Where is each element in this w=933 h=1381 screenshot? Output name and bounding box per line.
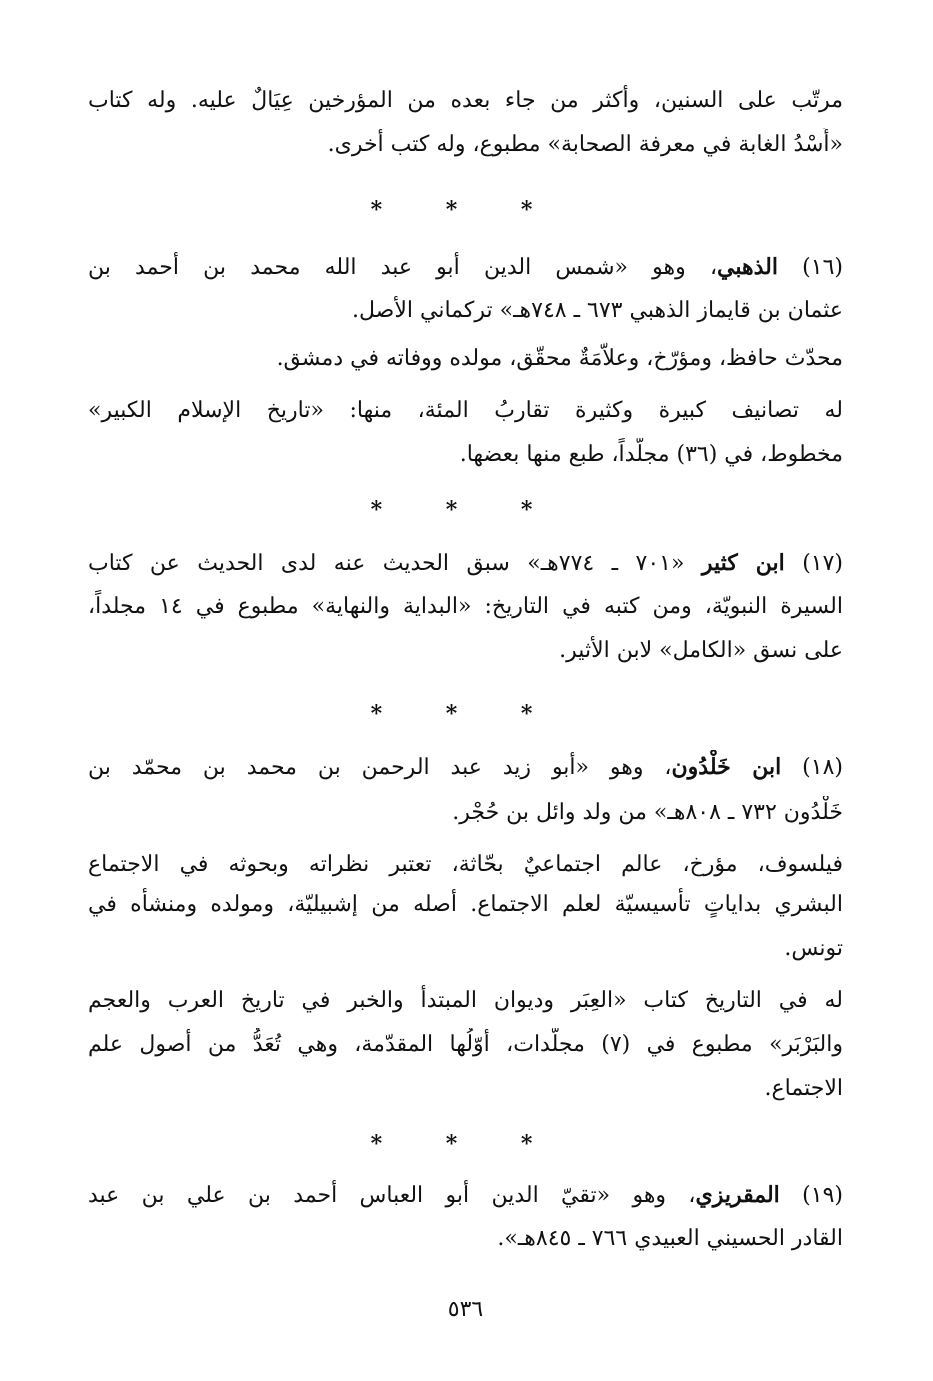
entry19-heading-line	[88, 1178, 843, 1213]
entry16-line-4: له تصانيف كبيرة وكثيرة تقاربُ المئة، منها: «تاريخ الإسلام الكبير»	[88, 398, 843, 423]
entry17-heading-rest: «٧٠١ ـ ٧٧٤هـ» سبق الحديث عنه لدى الحديث عن كتاب	[88, 551, 702, 576]
entry18-line-5: تونس.	[784, 936, 843, 961]
entry15-line-2: «أُسْدُ الغابة في معرفة الصحابة» مطبوع، وله كتب أخرى.	[327, 132, 843, 157]
entry16-heading-line	[88, 250, 843, 285]
entry18-heading-line	[88, 750, 843, 785]
entry16-line-2: عثمان بن قايماز الذهبي ٦٧٣ ـ ٧٤٨هـ» تركماني الأصل.	[352, 298, 843, 323]
entry16-line-5: مخطوط، في (٣٦) مجلّداً، طبع منها بعضها.	[459, 442, 843, 467]
entry16-heading-rest: ، وهو «شمس الدين أبو عبد الله محمد بن أحمد بن	[88, 255, 718, 280]
section-separator: * * *	[370, 497, 561, 523]
entry17-heading-line	[88, 546, 843, 581]
entry19-name: المقريزي	[695, 1182, 780, 1208]
entry18-line-7: والبَرْبَر» مطبوع في (٧) مجلّدات، أوّلُها المقدّمة، وهي تُعَدُّ من أصول علم	[88, 1032, 843, 1057]
entry18-line-3: فيلسوف، مؤرخ، عالم اجتماعيٌ بحّاثة، تعتبر نظراته وبحوثه في الاجتماع	[88, 852, 843, 877]
entry17-name: ابن كثير	[701, 550, 785, 576]
entry19-heading-rest: ، وهو «تقيّ الدين أبو العباس أحمد بن علي بن عبد	[88, 1183, 696, 1208]
book-page	[88, 70, 843, 1360]
entry18-line-8: الاجتماع.	[764, 1076, 843, 1101]
entry18-line-6: له في التاريخ كتاب «العِبَر وديوان المبتدأ والخبر في تاريخ العرب والعجم	[88, 988, 843, 1013]
entry18-line-2: خَلْدُون ٧٣٢ ـ ٨٠٨هـ» من ولد وائل بن حُجْر.	[452, 800, 843, 825]
entry19-line-2: القادر الحسيني العبيدي ٧٦٦ ـ ٨٤٥هـ».	[497, 1226, 843, 1251]
entry19-number: (١٩)	[802, 1183, 843, 1208]
entry16-number: (١٦)	[802, 255, 843, 280]
entry17-number: (١٧)	[802, 551, 843, 576]
entry18-number: (١٨)	[802, 755, 843, 780]
section-separator: * * *	[370, 701, 561, 727]
entry16-name: الذهبي	[717, 254, 778, 280]
entry16-line-3: محدّث حافظ، ومؤرّخ، وعلاّمَةٌ محقّق، مولده ووفاته في دمشق.	[276, 346, 843, 371]
entry18-name: ابن خَلْدُون	[671, 754, 782, 780]
section-separator: * * *	[370, 197, 561, 223]
entry17-line-2: السيرة النبويّة، ومن كتبه في التاريخ: «البداية والنهاية» مطبوع في ١٤ مجلداً،	[88, 594, 843, 619]
entry15-line-1: مرتّب على السنين، وأكثر من جاء بعده من المؤرخين عِيَالٌ عليه. وله كتاب	[88, 88, 843, 113]
page-number: ٥٣٦	[447, 1297, 484, 1322]
entry18-line-4: البشري بداياتٍ تأسيسيّة لعلم الاجتماع. أصله من إشبيليّة، ومولده ومنشأُه في	[88, 892, 843, 917]
entry17-line-3: على نسق «الكامل» لابن الأثير.	[559, 638, 843, 663]
entry18-heading-rest: ، وهو «أبو زيد عبد الرحمن بن محمد بن محمّد بن	[88, 755, 672, 780]
section-separator: * * *	[370, 1131, 561, 1157]
